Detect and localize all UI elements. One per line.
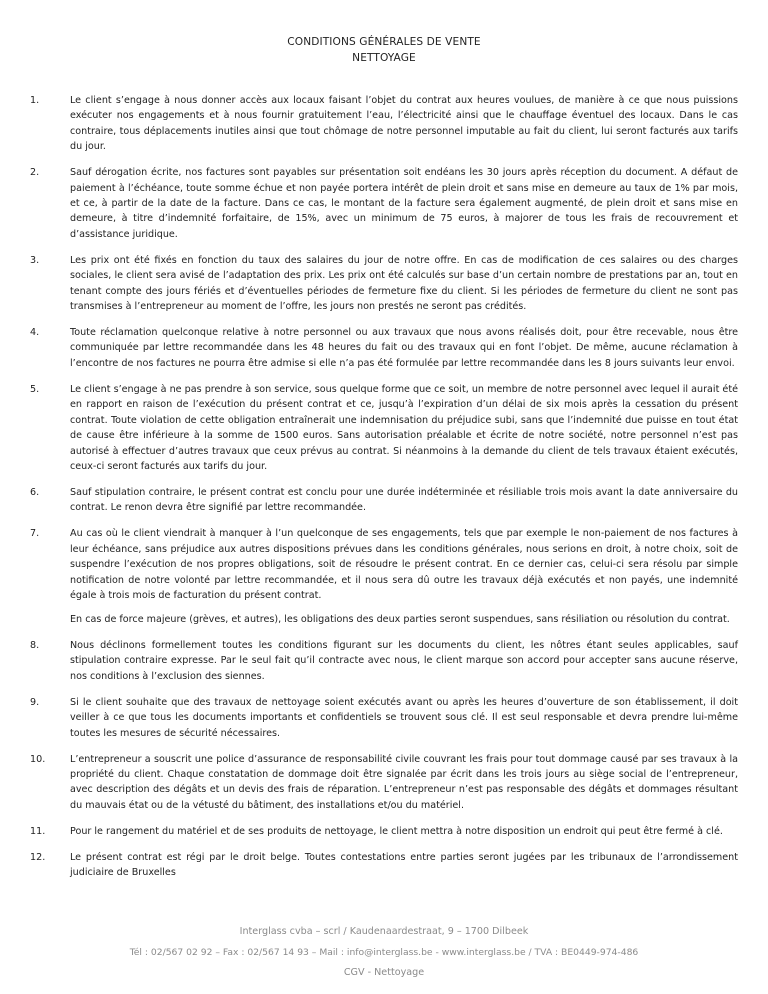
footer-contact: Tél : 02/567 02 92 – Fax : 02/567 14 93 – Mail : info@interglass.be - www.interglass.be / TVA : BE0449-974-486	[129, 947, 639, 958]
clause-text: Le présent contrat est régi par le droit belge. Toutes contestations entre parties seront jugées par les tribunaux de l’arrondissement judiciaire de Bruxelles	[70, 851, 738, 879]
clause-10	[30, 752, 738, 814]
clause-number: 10.	[30, 753, 46, 765]
document-title	[0, 34, 768, 66]
clause-7	[30, 526, 738, 603]
clause-5	[30, 382, 738, 474]
clause-text: Sauf stipulation contraire, le présent contrat est conclu pour une durée indéterminée et résiliable trois mois avant la date anniversaire du contrat. Le renon devra être signifié par lettre recommandée.	[70, 486, 738, 514]
clauses-list	[30, 93, 738, 891]
clause-number: 4.	[30, 327, 40, 339]
footer-address: Interglass cvba – scrl / Kaudenaardestraat, 9 – 1700 Dilbeek	[239, 926, 529, 937]
clause-number: 2.	[30, 167, 40, 179]
title-line-2: NETTOYAGE	[352, 52, 416, 64]
clause-number: 12.	[30, 851, 46, 863]
clause-text: Si le client souhaite que des travaux de nettoyage soient exécutés avant ou après les heures d’ouverture de son établissement, il doit veiller à ce que tous les documents importants et confidentiels se trouvent sous clé. Il est seul responsable et devra prendre lui-même toutes les mesures de sécurité nécessaires.	[70, 696, 738, 739]
clause-number: 5.	[30, 383, 40, 395]
clause-number: 9.	[30, 696, 40, 708]
clause-1	[30, 93, 738, 155]
title-line-1: CONDITIONS GÉNÉRALES DE VENTE	[287, 36, 481, 48]
clause-12	[30, 850, 738, 881]
clause-text: L’entrepreneur a souscrit une police d’assurance de responsabilité civile couvrant les frais pour tout dommage causé par ses travaux à la propriété du client. Chaque constatation de dommage doit être signalée par écrit dans les trois jours au siège social de l’entrepreneur, avec description des dégâts et un devis des frais de réparation. L’entrepreneur n’est pas responsable des dégâts et dommages résultant du mauvais état ou de la vétusté du bâtiment, des installations et/ou du matériel.	[70, 753, 738, 811]
clause-text: Toute réclamation quelconque relative à notre personnel ou aux travaux que nous avons réalisés doit, pour être recevable, nous être communiquée par lettre recommandée dans les 48 heures du fait ou des travaux qui en font l’objet. De même, aucune réclamation à l’encontre de nos factures ne pourra être admise si elle n’a pas été formulée par lettre recommandée dans les 8 jours suivants leur envoi.	[70, 327, 738, 369]
clause-number: 7.	[30, 528, 40, 540]
clause-8	[30, 638, 738, 684]
clause-4	[30, 325, 738, 371]
clause-text: Le client s’engage à nous donner accès aux locaux faisant l’objet du contrat aux heures voulues, de manière à ce que nous puissions exécuter nos engagements et à nous fournir gratuitement l’eau, l’électricité ainsi que le chauffage éventuel des locaux. Dans le cas contraire, tous déplacements inutiles ainsi que tout chômage de notre personnel imputable au fait du client, lui seront facturés aux tarifs du jour.	[70, 95, 738, 153]
clause-number: 11.	[30, 825, 46, 837]
clause-11	[30, 824, 738, 839]
clause-3	[30, 253, 738, 315]
clause-number: 1.	[30, 95, 40, 106]
clause-text: Le client s’engage à ne pas prendre à son service, sous quelque forme que ce soit, un membre de notre personnel avec lequel il aurait été en rapport en raison de l’exécution du présent contrat et ce, jusqu’à l’expiration d’un délai de six mois après la cessation du présent contrat. Toute violation de cette obligation entraînerait une indemnisation du préjudice subi, sans que l’indemnité due puisse en tout état de cause être inférieure à la somme de 1500 euros. Sans autorisation préalable et écrite de notre société, notre personnel n’est pas autorisé à effectuer d’autres travaux que ceux prévus au contrat. Si néanmoins à la demande du client de tels travaux étaient exécutés, ceux-ci seront facturés aux tarifs du jour.	[70, 383, 738, 472]
clause-6	[30, 485, 738, 516]
clause-2	[30, 165, 738, 242]
clause-text: Les prix ont été fixés en fonction du taux des salaires du jour de notre offre. En cas de modification de ces salaires ou des charges sociales, le client sera avisé de l’adaptation des prix. Les prix ont été calculés sur base d’un certain nombre de prestations par an, tout en tenant compte des jours fériés et d’éventuelles périodes de fermeture fixe du client. Si les périodes de fermeture du client ne sont pas transmises à l’entrepreneur au moment de l’offre, les jours non prestés ne seront pas crédités.	[70, 254, 738, 313]
clause-text: Au cas où le client viendrait à manquer à l’un quelconque de ses engagements, tels que par exemple le non-paiement de nos factures à leur échéance, sans préjudice aux autres dispositions prévues dans les conditions générales, nous serions en droit, à notre choix, soit de suspendre l’exécution de nos propres obligations, soit de résoudre le présent contrat. En ce dernier cas, celui-ci sera résolu par simple notification de notre volonté par lettre recommandée, et il nous sera dû outre les travaux déjà exécutés et non payés, une indemnité égale à trois mois de facturation du présent contrat.	[70, 528, 738, 601]
clause-number: 6.	[30, 486, 40, 498]
clause-text: Sauf dérogation écrite, nos factures sont payables sur présentation soit endéans les 30 jours après réception du document. A défaut de paiement à l’échéance, toute somme échue et non payée portera intérêt de plein droit et sans mise en demeure au taux de 1% par mois, et ce, à partir de la date de la facture. Dans ce cas, le montant de la facture sera également augmenté, de plein droit et sans mise en demeure, à titre d’indemnité forfaitaire, de 15%, avec un minimum de 75 euros, à majorer de tous les frais de recouvrement et d’assistance juridique.	[70, 167, 738, 240]
footer-doc-ref: CGV - Nettoyage	[343, 967, 425, 978]
force-majeure-paragraph: En cas de force majeure (grèves, et autres), les obligations des deux parties seront suspendues, sans résiliation ou résolution du contrat.	[70, 613, 730, 625]
clause-number: 3.	[30, 254, 40, 266]
clause-text: Nous déclinons formellement toutes les conditions figurant sur les documents du client, les nôtres étant seules applicables, sauf stipulation contraire expresse. Par le seul fait qu’il contracte avec nous, le client marque son accord pour accepter sans aucune réserve, nos conditions à l’exclusion des siennes.	[70, 639, 738, 682]
clause-9	[30, 695, 738, 741]
clause-text: Pour le rangement du matériel et de ses produits de nettoyage, le client mettra à notre disposition un endroit qui peut être fermé à clé.	[70, 825, 723, 837]
clause-number: 8.	[30, 639, 40, 651]
